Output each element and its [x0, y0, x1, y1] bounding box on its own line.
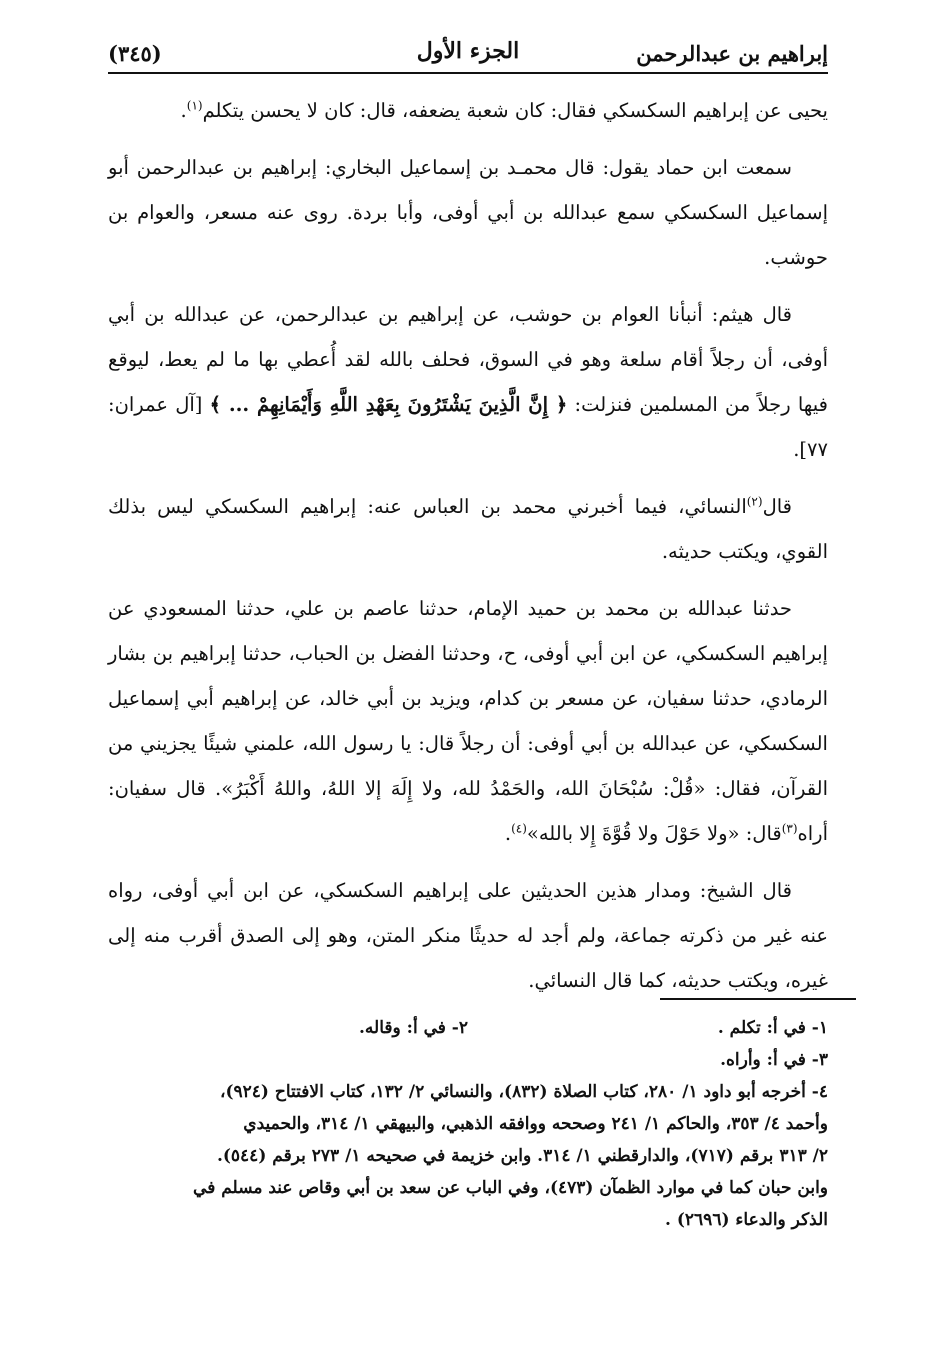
paragraph-3-line-3: ليوقع فيها رجلاً من المسلمين فنزلت:	[108, 348, 828, 416]
footnote-4-line-2: وأحمد ٤/ ٣٥٣، والحاكم ١/ ٢٤١ وصححه ووافقه الذهبي، والبيهقي ١/ ٣١٤، والحميدي	[243, 1114, 828, 1134]
paragraph-5-line-5: الله، علمني شيئًا يجزيني من القرآن، فقال: «قُلْ: سُبْحَانَ الله، والحَمْدُ لله، ولا إِلَهَ	[108, 732, 829, 800]
footnote-ref-3: (٣)	[781, 821, 798, 836]
footnote-ref-2: (٢)	[746, 494, 763, 509]
footnote-row-1	[108, 1012, 828, 1044]
paragraph-5-end: .	[504, 822, 512, 845]
main-text	[108, 88, 828, 1015]
paragraph-2-line-1: سمعت ابن حماد يقول: قال محمـد بن إسماعيل البخاري: إبراهيم بن عبدالرحمن	[136, 156, 792, 179]
paragraph-6-line-1: قال الشيخ: ومدار هذين الحديثين على إبراهيم السكسكي، عن ابن أبي أوفى، رواه	[108, 879, 792, 902]
footnote-ref-1: (١)	[186, 98, 203, 113]
footnote-4-line-5: الذكر والدعاء (٢٦٩٦) .	[665, 1210, 828, 1230]
paragraph-5-line-6b: قال: «ولا حَوْلَ ولا قُوَّةَ إِلا بالله»	[526, 822, 782, 845]
footnote-4-line-1: ٤- أخرجه أبو داود ١/ ٢٨٠، كتاب الصلاة (٨٣٢)، والنسائي ٢/ ١٣٢، كتاب الافتتاح (٩٢٤)،	[219, 1082, 828, 1102]
paragraph-3-line-1: قال هيثم: أنبأنا العوام بن حوشب، عن إبراهيم بن عبدالرحمن، عن عبدالله بن	[144, 303, 793, 326]
paragraph-5-line-2: عن إبراهيم السكسكي، عن ابن أبي أوفى، ح، وحدثنا الفضل بن الحباب، حدثنا	[108, 597, 828, 665]
paragraph-4	[108, 484, 828, 574]
footnote-2: ٢- في أ: وقاله.	[359, 1018, 468, 1038]
paragraph-6	[108, 868, 828, 1003]
paragraph-2-line-3: والعوام بن حوشب.	[108, 201, 828, 269]
paragraph-1-end: .	[180, 99, 187, 122]
paragraph-5-line-6: إلا اللهُ، واللهُ أَكْبَرُ». قال سفيان: أراه	[108, 777, 828, 845]
footnote-1: ١- في أ: تكلم .	[717, 1018, 828, 1038]
paragraph-1-text: يحيى عن إبراهيم السكسكي فقال: كان شعبة يضعفه، قال: كان لا يحسن يتكلم	[202, 99, 828, 122]
paragraph-4-start: قال	[762, 495, 792, 518]
footnote-4-line-4: وابن حبان كما في موارد الظمآن (٤٧٣)، وفي الباب عن سعد بن أبي وقاص عند مسلم في	[193, 1178, 828, 1198]
footnote-3: ٣- في أ: وأراه.	[720, 1050, 828, 1070]
footnotes	[108, 1012, 828, 1236]
footnote-separator	[660, 998, 856, 1000]
footnote-ref-4: (٤)	[511, 821, 527, 836]
paragraph-3-line-2: أبي أوفى، أن رجلاً أقام سلعة وهو في السوق، فحلف بالله لقد أُعطي بها ما لم يعط،	[108, 303, 828, 371]
paragraph-2	[108, 145, 828, 280]
paragraph-4-line-1: النسائي، فيما أخبرني محمد بن العباس عنه: إبراهيم السكسكي ليس بذلك	[108, 495, 747, 518]
header-volume-title: الجزء الأول	[416, 38, 520, 64]
paragraph-6-line-3: إلى غيره، ويكتب حديثه، كما قال النسائي.	[108, 924, 828, 992]
paragraph-5-line-4: إبراهيم أبي إسماعيل السكسكي، عن عبدالله بن أبي أوفى: أن رجلاً قال: يا رسول	[108, 687, 828, 755]
page-number: (٣٤٥)	[108, 41, 162, 66]
footnote-4-line-3: ٢/ ٣١٣ برقم (٧١٧)، والدارقطني ١/ ٣١٤. وابن خزيمة في صحيحه ١/ ٢٧٣ برقم (٥٤٤).	[216, 1146, 828, 1166]
paragraph-5-line-1: حدثنا عبدالله بن محمد بن حميد الإمام، حدثنا عاصم بن علي، حدثنا المسعودي	[143, 597, 792, 620]
paragraph-6-line-2: عنه غير من ذكرته جماعة، ولم أجد له حديثًا منكر المتن، وهو إلى الصدق أقرب منه	[143, 924, 829, 947]
paragraph-5-line-3: إبراهيم بن بشار الرمادي، حدثنا سفيان، عن مسعر بن كدام، ويزيد بن أبي خالد، عن	[108, 642, 829, 710]
paragraph-2-line-2: أبو إسماعيل السكسكي سمع عبدالله بن أبي أوفى، وأبا بردة. روى عنه مسعر،	[108, 156, 829, 224]
paragraph-1	[108, 88, 828, 133]
quran-verse: ﴿ إِنَّ الَّذِينَ يَشْتَرُونَ بِعَهْدِ اللَّهِ وَأَيْمَانِهِمْ ... ﴾	[209, 393, 568, 416]
paragraph-4-line-2: القوي، ويكتب حديثه.	[661, 540, 828, 563]
paragraph-3	[108, 292, 828, 472]
header-author-name: إبراهيم بن عبدالرحمن	[636, 41, 828, 66]
verse-citation: [آل عمران: ٧٧].	[108, 393, 828, 461]
paragraph-5	[108, 586, 828, 856]
running-header	[108, 32, 828, 74]
